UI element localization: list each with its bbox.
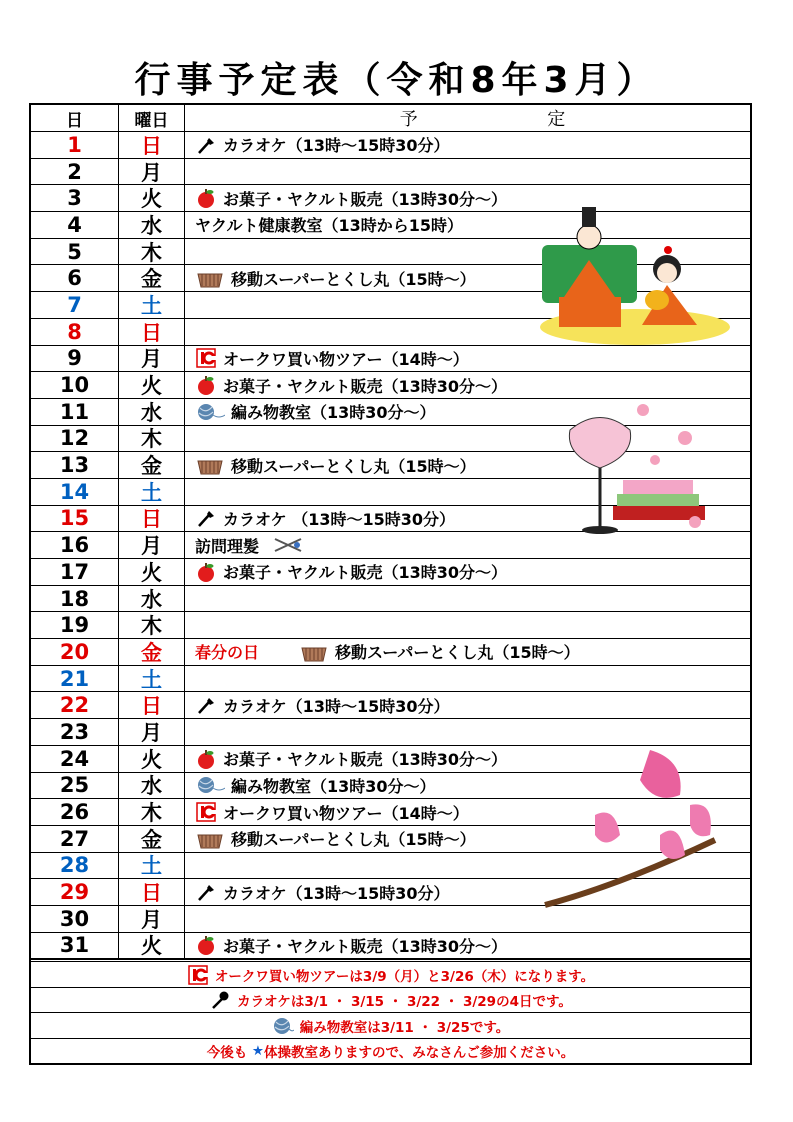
day-cell: 23 <box>31 719 119 745</box>
day-cell: 31 <box>31 933 119 959</box>
weekday-cell: 月 <box>119 906 185 932</box>
day-cell: 24 <box>31 746 119 772</box>
header-plan-2: 定 <box>547 109 566 130</box>
day-cell: 20 <box>31 639 119 665</box>
weekday-cell: 土 <box>119 666 185 692</box>
weekday-cell: 火 <box>119 372 185 398</box>
weekday-cell: 木 <box>119 799 185 825</box>
note-okuwa-text: オークワ買い物ツアーは3/9（月）と3/26（木）になります。 <box>214 968 595 985</box>
weekday-cell: 火 <box>119 185 185 211</box>
weekday-cell: 日 <box>119 132 185 158</box>
day-cell: 18 <box>31 586 119 612</box>
holiday-label: 春分の日 <box>195 643 260 663</box>
note-exercise <box>31 1039 750 1064</box>
star-icon: ★ <box>251 1043 265 1060</box>
okuwa-logo-icon <box>195 348 217 368</box>
weekday-cell: 水 <box>119 212 185 238</box>
weekday-cell: 日 <box>119 879 185 905</box>
table-row <box>31 612 750 639</box>
day-cell: 6 <box>31 265 119 291</box>
event-text: 編み物教室（13時30分～） <box>231 776 436 796</box>
event-cell <box>185 933 750 959</box>
event-cell <box>185 132 750 158</box>
event-cell <box>185 346 750 372</box>
weekday-cell: 水 <box>119 773 185 799</box>
okuwa-logo-icon <box>187 965 209 985</box>
note-karaoke <box>31 988 750 1014</box>
event-text: オークワ買い物ツアー（14時～） <box>223 803 469 823</box>
day-cell: 2 <box>31 159 119 185</box>
scissors-icon <box>271 535 305 555</box>
event-text: カラオケ（13時～15時30分） <box>223 883 450 903</box>
basket-icon <box>195 268 225 288</box>
weekday-cell: 月 <box>119 532 185 558</box>
day-cell: 22 <box>31 692 119 718</box>
weekday-cell: 金 <box>119 639 185 665</box>
hina-dolls-illustration <box>537 205 732 345</box>
yarn-icon <box>195 775 225 795</box>
yarn-icon <box>195 402 225 422</box>
day-cell: 5 <box>31 239 119 265</box>
table-header <box>31 105 750 132</box>
apple-icon <box>195 935 217 955</box>
microphone-icon <box>209 990 231 1010</box>
weekday-cell: 木 <box>119 426 185 452</box>
event-cell <box>185 719 750 745</box>
header-plan <box>185 105 750 131</box>
event-text: 移動スーパーとくし丸（15時～） <box>231 830 476 850</box>
microphone-icon <box>195 135 217 155</box>
table-row <box>31 719 750 746</box>
notes-section <box>31 959 750 1063</box>
day-cell: 19 <box>31 612 119 638</box>
note-okuwa <box>31 962 750 988</box>
note-exercise-text: 体操教室ありますので、みなさんご参加ください。 <box>264 1045 575 1062</box>
table-row <box>31 933 750 960</box>
table-row <box>31 586 750 613</box>
weekday-cell: 木 <box>119 239 185 265</box>
table-row <box>31 159 750 186</box>
day-cell: 21 <box>31 666 119 692</box>
event-text: 移動スーパーとくし丸（15時～） <box>231 269 476 289</box>
day-cell: 17 <box>31 559 119 585</box>
day-cell: 28 <box>31 853 119 879</box>
note-knitting <box>31 1013 750 1039</box>
magnolia-branch-illustration <box>540 745 725 915</box>
basket-icon <box>299 642 329 662</box>
weekday-cell: 火 <box>119 746 185 772</box>
apple-icon <box>195 749 217 769</box>
event-text: お菓子・ヤクルト販売（13時30分～） <box>223 750 508 770</box>
weekday-cell: 水 <box>119 399 185 425</box>
event-cell <box>185 639 750 665</box>
day-cell: 27 <box>31 826 119 852</box>
day-cell: 15 <box>31 506 119 532</box>
weekday-cell: 土 <box>119 853 185 879</box>
event-text: お菓子・ヤクルト販売（13時30分～） <box>223 376 508 396</box>
event-cell <box>185 666 750 692</box>
apple-icon <box>195 562 217 582</box>
weekday-cell: 土 <box>119 292 185 318</box>
day-cell: 12 <box>31 426 119 452</box>
basket-icon <box>195 455 225 475</box>
table-row <box>31 132 750 159</box>
event-text: お菓子・ヤクルト販売（13時30分～） <box>223 936 508 956</box>
weekday-cell: 月 <box>119 346 185 372</box>
weekday-cell: 木 <box>119 612 185 638</box>
event-text: ヤクルト健康教室（13時から15時） <box>195 216 464 236</box>
table-row <box>31 346 750 373</box>
event-cell <box>185 372 750 398</box>
event-text: カラオケ （13時～15時30分） <box>223 509 456 529</box>
day-cell: 3 <box>31 185 119 211</box>
event-text: 移動スーパーとくし丸（15時～） <box>335 643 580 663</box>
event-text: お菓子・ヤクルト販売（13時30分～） <box>223 189 508 209</box>
weekday-cell: 月 <box>119 719 185 745</box>
header-day: 日 <box>31 105 119 131</box>
event-cell <box>185 586 750 612</box>
weekday-cell: 火 <box>119 559 185 585</box>
day-cell: 16 <box>31 532 119 558</box>
weekday-cell: 金 <box>119 452 185 478</box>
day-cell: 25 <box>31 773 119 799</box>
day-cell: 14 <box>31 479 119 505</box>
event-text: 訪問理髪 <box>195 536 260 556</box>
note-exercise-prefix: 今後も <box>206 1045 248 1062</box>
table-row <box>31 559 750 586</box>
weekday-cell: 日 <box>119 692 185 718</box>
note-karaoke-text: カラオケは3/1 ・ 3/15 ・ 3/22 ・ 3/29の4日です。 <box>237 994 572 1011</box>
weekday-cell: 土 <box>119 479 185 505</box>
note-knitting-text: 編み物教室は3/11 ・ 3/25です。 <box>299 1019 510 1036</box>
event-cell <box>185 692 750 718</box>
microphone-icon <box>195 695 217 715</box>
table-row <box>31 666 750 693</box>
basket-icon <box>195 829 225 849</box>
page-title: 行事予定表（令和8年3月） <box>134 60 659 101</box>
day-cell: 10 <box>31 372 119 398</box>
day-cell: 29 <box>31 879 119 905</box>
weekday-cell: 日 <box>119 506 185 532</box>
event-text: オークワ買い物ツアー（14時～） <box>223 349 469 369</box>
day-cell: 11 <box>31 399 119 425</box>
event-cell <box>185 612 750 638</box>
day-cell: 13 <box>31 452 119 478</box>
event-text: カラオケ（13時～15時30分） <box>223 696 450 716</box>
event-text: お菓子・ヤクルト販売（13時30分～） <box>223 563 508 583</box>
okuwa-logo-icon <box>195 802 217 822</box>
event-text: 移動スーパーとくし丸（15時～） <box>231 456 476 476</box>
event-cell <box>185 559 750 585</box>
weekday-cell: 水 <box>119 586 185 612</box>
day-cell: 9 <box>31 346 119 372</box>
apple-icon <box>195 375 217 395</box>
header-weekday: 曜日 <box>119 105 185 131</box>
table-row <box>31 692 750 719</box>
event-cell <box>185 159 750 185</box>
microphone-icon <box>195 508 217 528</box>
weekday-cell: 火 <box>119 933 185 959</box>
day-cell: 7 <box>31 292 119 318</box>
event-text: カラオケ（13時～15時30分） <box>223 136 450 156</box>
event-text: 編み物教室（13時30分～） <box>231 403 436 423</box>
header-plan-1: 予 <box>399 109 418 130</box>
microphone-icon <box>195 882 217 902</box>
yarn-icon <box>272 1016 294 1036</box>
weekday-cell: 月 <box>119 159 185 185</box>
day-cell: 26 <box>31 799 119 825</box>
lantern-and-flowers-illustration <box>555 400 715 545</box>
day-cell: 4 <box>31 212 119 238</box>
day-cell: 30 <box>31 906 119 932</box>
apple-icon <box>195 188 217 208</box>
table-row <box>31 639 750 666</box>
weekday-cell: 金 <box>119 265 185 291</box>
weekday-cell: 金 <box>119 826 185 852</box>
table-row <box>31 372 750 399</box>
day-cell: 1 <box>31 132 119 158</box>
day-cell: 8 <box>31 319 119 345</box>
weekday-cell: 日 <box>119 319 185 345</box>
